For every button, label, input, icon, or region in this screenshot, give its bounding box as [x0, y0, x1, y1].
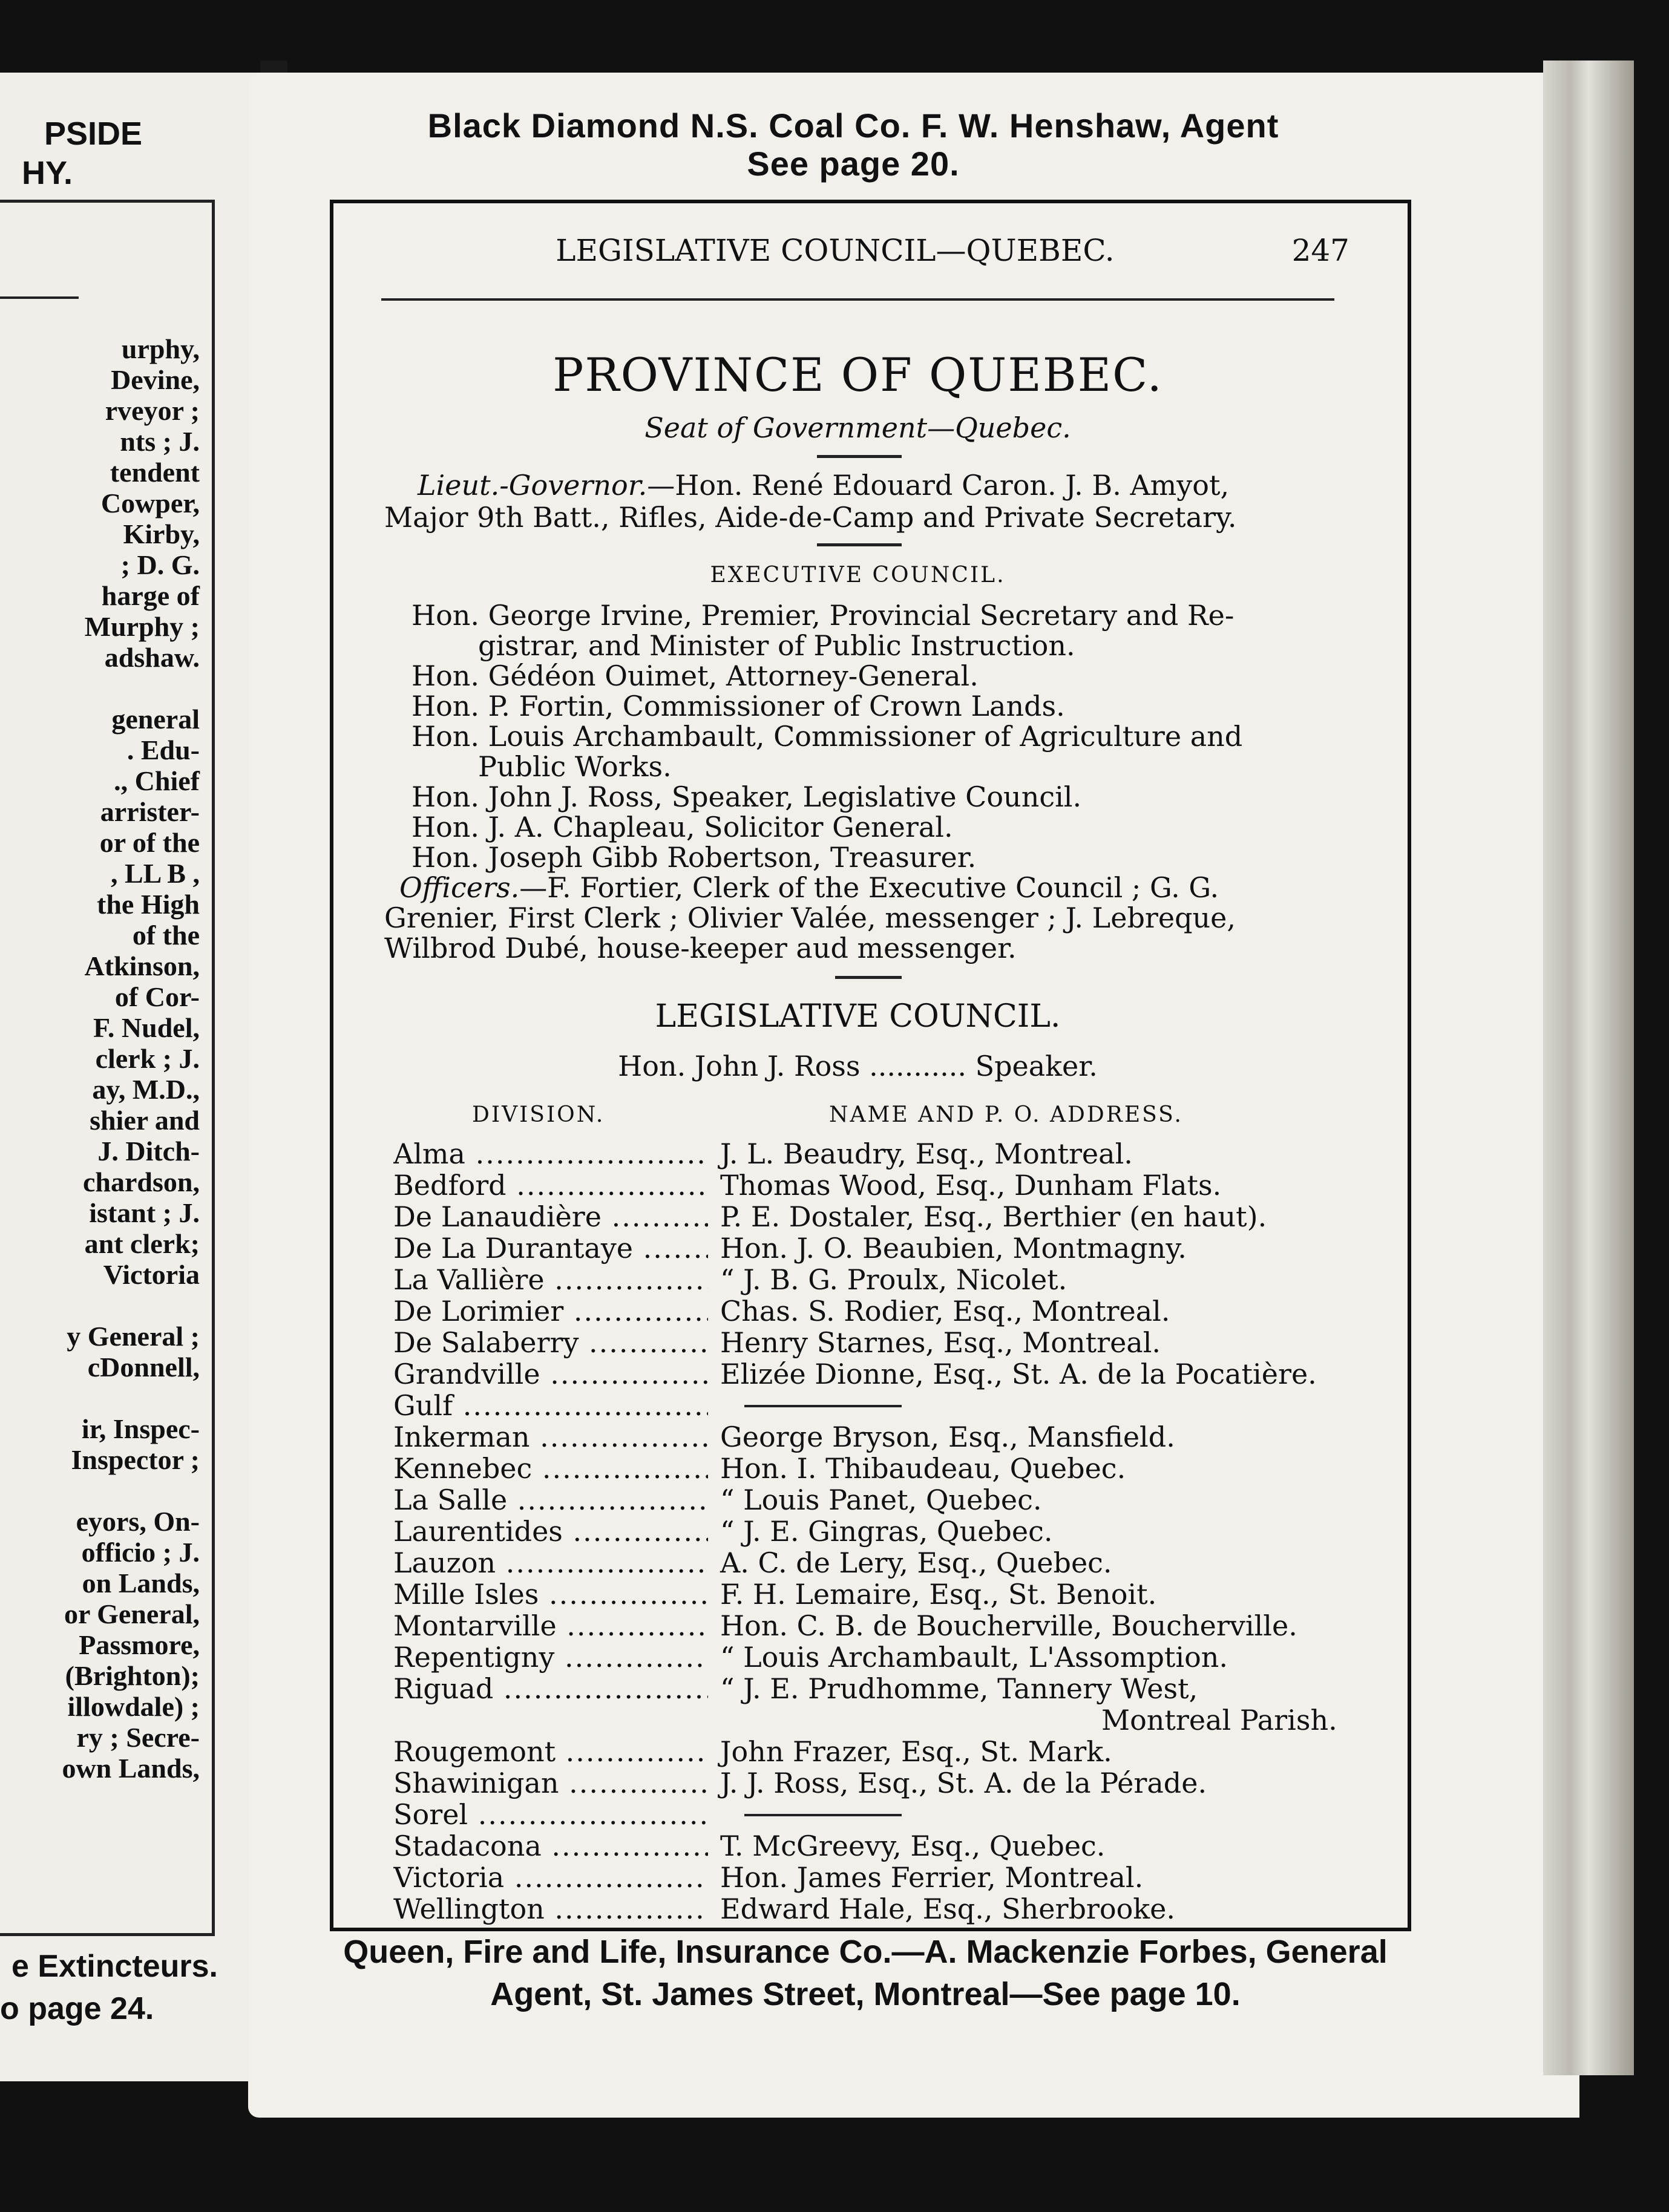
member-name-address: A. C. de Lery, Esq., Quebec. — [720, 1546, 1112, 1579]
member-name-address: T. McGreevy, Esq., Quebec. — [720, 1830, 1106, 1862]
division-name: Sorel ..... — [393, 1798, 708, 1831]
left-page-line: illowdale) ; — [67, 1691, 200, 1722]
left-page-line: chardson, — [83, 1167, 200, 1197]
left-page-line: ir, Inspec- — [81, 1413, 200, 1444]
left-rule — [0, 296, 79, 299]
member-name-address: Henry Starnes, Esq., Montreal. — [720, 1326, 1161, 1359]
member-name-address: J. L. Beaudry, Esq., Montreal. — [720, 1137, 1133, 1170]
member-name-address: Hon. J. O. Beaubien, Montmagny. — [720, 1232, 1187, 1265]
left-page-line: tendent — [110, 457, 200, 488]
left-page-line: eyors, On- — [76, 1506, 200, 1537]
council-member-row — [393, 1798, 1362, 1831]
executive-line: Hon. Joseph Gibb Robertson, Treasurer. — [412, 841, 977, 874]
council-member-row — [393, 1263, 1362, 1296]
left-page-line: Cowper, — [100, 488, 200, 519]
name-column-header: NAME AND P. O. ADDRESS. — [829, 1102, 1183, 1127]
legislative-council-heading: LEGISLATIVE COUNCIL. — [655, 998, 1061, 1035]
left-page-line: ry ; Secre- — [76, 1722, 200, 1753]
division-name: Gulf ..... — [393, 1389, 708, 1422]
division-name: Victoria ..... — [393, 1861, 708, 1894]
left-page-line: of the — [132, 920, 200, 951]
division-name: Inkerman ..... — [393, 1421, 708, 1453]
member-name-address: “ J. E. Prudhomme, Tannery West, — [720, 1672, 1198, 1705]
executive-council-heading: EXECUTIVE COUNCIL. — [710, 563, 1006, 587]
left-page-line: ant clerk; — [84, 1228, 200, 1259]
division-name: Riguad ..... — [393, 1672, 708, 1705]
section-rule — [817, 455, 902, 458]
member-name-address: Montreal Parish. — [1101, 1704, 1337, 1736]
division-name: La Vallière ..... — [393, 1263, 708, 1296]
council-member-row — [393, 1767, 1362, 1799]
council-member-row — [393, 1484, 1362, 1516]
executive-line: Public Works. — [478, 750, 672, 783]
left-footer-2: o page 24. — [0, 1991, 154, 2026]
left-page-line: own Lands, — [62, 1753, 200, 1784]
top-advertisement-line-2: See page 20. — [747, 145, 960, 183]
lieut-governor-label: Lieut.-Governor. — [418, 469, 648, 502]
vacant-mark — [744, 1814, 902, 1816]
left-page-line: J. Ditch- — [97, 1136, 200, 1167]
left-page-line: arrister- — [100, 796, 200, 827]
left-page-line: of Cor- — [114, 981, 200, 1012]
division-name: La Salle ..... — [393, 1484, 708, 1516]
council-member-row — [393, 1358, 1362, 1390]
left-page-line: istant ; J. — [89, 1197, 200, 1228]
left-page-line: Victoria — [103, 1259, 200, 1290]
executive-line: Hon. John J. Ross, Speaker, Legislative Council. — [412, 780, 1082, 813]
member-name-address: Thomas Wood, Esq., Dunham Flats. — [720, 1169, 1222, 1202]
division-name: Repentigny ..... — [393, 1641, 708, 1674]
left-page-line: or of the — [99, 827, 200, 858]
speaker-line: Hon. John J. Ross ........... Speaker. — [618, 1050, 1098, 1082]
officers-text: —F. Fortier, Clerk of the Executive Council ; G. G. — [519, 871, 1219, 904]
executive-line: Hon. Gédéon Ouimet, Attorney-General. — [412, 659, 979, 692]
member-name-address: Elizée Dionne, Esq., St. A. de la Pocatière. — [720, 1358, 1317, 1390]
council-member-row — [393, 1169, 1362, 1202]
council-member-row — [393, 1326, 1362, 1359]
left-page-line: ay, M.D., — [92, 1074, 200, 1105]
member-name-address: “ J. B. G. Proulx, Nicolet. — [720, 1263, 1067, 1296]
council-member-row — [393, 1861, 1362, 1894]
member-name-address: “ Louis Panet, Quebec. — [720, 1484, 1042, 1516]
executive-line: gistrar, and Minister of Public Instruction. — [478, 629, 1075, 662]
left-page-line: Kirby, — [123, 519, 200, 549]
left-page-line: ., Chief — [114, 765, 200, 796]
left-page-line: Atkinson, — [84, 951, 200, 981]
left-page-line: Inspector ; — [71, 1444, 200, 1475]
officers-line-1 — [399, 871, 1219, 904]
executive-line: Hon. J. A. Chapleau, Solicitor General. — [412, 811, 953, 843]
council-member-row — [393, 1232, 1362, 1265]
province-title: PROVINCE OF QUEBEC. — [553, 348, 1163, 402]
lieut-governor-line-2: Major 9th Batt., Rifles, Aide-de-Camp and Private Secretary. — [384, 501, 1237, 534]
left-page-line: Murphy ; — [84, 611, 200, 642]
member-name-address: J. J. Ross, Esq., St. A. de la Pérade. — [720, 1767, 1207, 1799]
council-member-row — [393, 1200, 1362, 1233]
left-page-line: officio ; J. — [81, 1537, 200, 1568]
page-number: 247 — [1291, 233, 1349, 268]
division-name: Wellington ..... — [393, 1893, 708, 1925]
header-rule — [381, 298, 1334, 301]
member-name-address: John Frazer, Esq., St. Mark. — [720, 1735, 1112, 1768]
division-name: Bedford ..... — [393, 1169, 708, 1202]
officers-line-2: Grenier, First Clerk ; Olivier Valée, messenger ; J. Lebreque, — [384, 901, 1236, 934]
council-member-row — [393, 1578, 1362, 1611]
left-page-line: urphy, — [121, 333, 200, 364]
division-name: Lauzon ..... — [393, 1546, 708, 1579]
seat-of-government: Seat of Government—Quebec. — [644, 411, 1071, 444]
member-name-address: Hon. James Ferrier, Montreal. — [720, 1861, 1144, 1894]
council-member-row — [393, 1830, 1362, 1862]
left-page-line: Passmore, — [79, 1629, 200, 1660]
left-page-line: y General ; — [67, 1321, 200, 1352]
section-rule — [817, 543, 902, 546]
division-name: De La Durantaye ..... — [393, 1232, 708, 1265]
left-page-line: general — [111, 704, 200, 735]
left-page-line: adshaw. — [104, 642, 200, 673]
left-page-line: . Edu- — [126, 735, 200, 765]
left-page-line: clerk ; J. — [95, 1043, 200, 1074]
left-header-1: PSIDE — [44, 116, 142, 152]
left-page-line: shier and — [90, 1105, 200, 1136]
member-name-address: Hon. I. Thibaudeau, Quebec. — [720, 1452, 1126, 1485]
left-page-line: on Lands, — [82, 1568, 200, 1598]
left-page-line: the High — [97, 889, 200, 920]
running-title: LEGISLATIVE COUNCIL—QUEBEC. — [556, 233, 1115, 268]
division-name: Montarville ..... — [393, 1609, 708, 1642]
left-page-line: Devine, — [111, 364, 200, 395]
bottom-advertisement-line-2: Agent, St. James Street, Montreal—See page 10. — [490, 1976, 1241, 2012]
page-edges — [1543, 61, 1634, 2075]
left-page-line: or General, — [64, 1598, 200, 1629]
council-member-row — [393, 1641, 1362, 1674]
division-name: Laurentides ..... — [393, 1515, 708, 1548]
division-name: Alma ..... — [393, 1137, 708, 1170]
section-rule — [835, 976, 902, 979]
left-page-line: (Brighton); — [65, 1660, 200, 1691]
officers-line-3: Wilbrod Dubé, house-keeper aud messenger. — [384, 932, 1017, 964]
vacant-mark — [744, 1405, 902, 1407]
division-name: De Lorimier ..... — [393, 1295, 708, 1327]
council-member-row — [393, 1893, 1362, 1925]
council-member-row — [393, 1295, 1362, 1327]
member-name-address: “ J. E. Gingras, Quebec. — [720, 1515, 1053, 1548]
member-name-address: P. E. Dostaler, Esq., Berthier (en haut). — [720, 1200, 1267, 1233]
member-name-address: George Bryson, Esq., Mansfield. — [720, 1421, 1175, 1453]
left-page-line: ; D. G. — [120, 549, 200, 580]
division-name: Kennebec ..... — [393, 1452, 708, 1485]
left-page-line: F. Nudel, — [93, 1012, 200, 1043]
division-name: Shawinigan ..... — [393, 1767, 708, 1799]
council-member-row — [393, 1704, 1362, 1736]
left-page-line: , LL B , — [110, 858, 200, 889]
division-name: Grandville ..... — [393, 1358, 708, 1390]
council-member-row — [393, 1421, 1362, 1453]
left-header-2: HY. — [21, 155, 73, 191]
left-page-line: cDonnell, — [87, 1352, 200, 1382]
council-member-row — [393, 1452, 1362, 1485]
division-name: De Lanaudière ..... — [393, 1200, 708, 1233]
bottom-advertisement-line-1: Queen, Fire and Life, Insurance Co.—A. Mackenzie Forbes, General — [343, 1934, 1388, 1970]
left-footer-1: e Extincteurs. — [11, 1949, 218, 1984]
division-column-header: DIVISION. — [472, 1102, 605, 1127]
council-member-row — [393, 1137, 1362, 1170]
council-member-row — [393, 1735, 1362, 1768]
division-name: Mille Isles ..... — [393, 1578, 708, 1611]
division-name: De Salaberry ..... — [393, 1326, 708, 1359]
member-name-address: Hon. C. B. de Boucherville, Boucherville. — [720, 1609, 1297, 1642]
member-name-address: Edward Hale, Esq., Sherbrooke. — [720, 1893, 1175, 1925]
lieut-governor-text: —Hon. René Edouard Caron. J. B. Amyot, — [647, 469, 1230, 502]
left-page-line: nts ; J. — [120, 426, 200, 457]
member-name-address: “ Louis Archambault, L'Assomption. — [720, 1641, 1228, 1674]
division-name: Stadacona ..... — [393, 1830, 708, 1862]
executive-line: Hon. Louis Archambault, Commissioner of Agriculture and — [412, 720, 1243, 753]
member-name-address: Chas. S. Rodier, Esq., Montreal. — [720, 1295, 1170, 1327]
council-member-row — [393, 1546, 1362, 1579]
council-member-row — [393, 1672, 1362, 1705]
left-page-line: rveyor ; — [105, 395, 200, 426]
executive-line: Hon. P. Fortin, Commissioner of Crown Lands. — [412, 690, 1065, 722]
officers-label: Officers. — [399, 871, 520, 904]
council-member-row — [393, 1609, 1362, 1642]
lieut-governor-line-1 — [418, 469, 1229, 502]
executive-line: Hon. George Irvine, Premier, Provincial Secretary and Re- — [412, 599, 1235, 632]
member-name-address: F. H. Lemaire, Esq., St. Benoit. — [720, 1578, 1157, 1611]
council-member-row — [393, 1389, 1362, 1422]
left-page-line: harge of — [101, 580, 200, 611]
division-name: Rougemont ..... — [393, 1735, 708, 1768]
top-advertisement-line-1: Black Diamond N.S. Coal Co. F. W. Henshaw, Agent — [427, 106, 1279, 145]
council-member-row — [393, 1515, 1362, 1548]
